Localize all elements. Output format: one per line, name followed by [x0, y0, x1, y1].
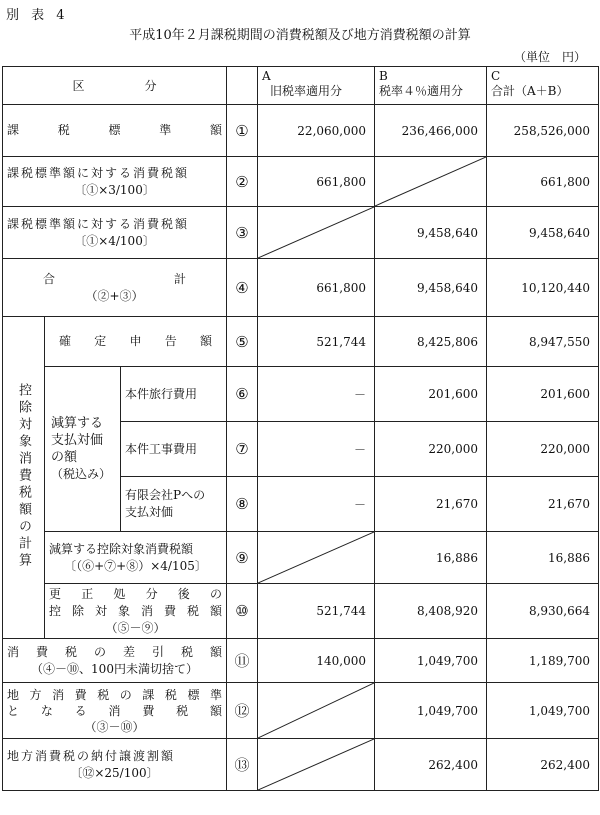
value-c: 258,526,000 [487, 105, 599, 157]
row-label: 地方消費税の課税標準 となる消費税額 （③－⑩） [3, 683, 227, 739]
value-c: 8,947,550 [487, 317, 599, 367]
value-a: 661,800 [258, 259, 375, 317]
empty-cell-slash [258, 739, 375, 791]
value-b: 220,000 [375, 422, 487, 477]
value-c: 21,670 [487, 477, 599, 532]
value-c: 201,600 [487, 367, 599, 422]
value-c: 1,049,700 [487, 683, 599, 739]
table-row [3, 532, 599, 584]
table-row [3, 367, 599, 422]
value-b: 236,466,000 [375, 105, 487, 157]
group-koujo: 控除対象消費税額の計算 [3, 317, 45, 639]
value-c: 16,886 [487, 532, 599, 584]
row-label: 課税標準額に対する消費税額 〔①×3/100〕 [3, 157, 227, 207]
row-number: ④ [227, 259, 258, 317]
empty-cell-slash [258, 683, 375, 739]
row-number: ⑦ [227, 422, 258, 477]
empty-cell-slash [375, 157, 487, 207]
value-b: 9,458,640 [375, 207, 487, 259]
value-a: － [258, 477, 375, 532]
value-b: 1,049,700 [375, 639, 487, 683]
value-a: 521,744 [258, 584, 375, 639]
row-label: 課税標準額に対する消費税額 〔①×4/100〕 [3, 207, 227, 259]
row-label: 消費税の差引税額 （④－⑩、100円未満切捨て） [3, 639, 227, 683]
table-row [3, 317, 599, 367]
col-header-b: B 税率４％適用分 [375, 67, 487, 105]
row-number: ⑩ [227, 584, 258, 639]
row-number: ⑫ [227, 683, 258, 739]
value-a: － [258, 422, 375, 477]
row-label: 確 定 申 告 額 [45, 317, 227, 367]
value-a: 661,800 [258, 157, 375, 207]
table-row [3, 259, 599, 317]
table-row [3, 683, 599, 739]
value-c: 1,189,700 [487, 639, 599, 683]
value-a: 140,000 [258, 639, 375, 683]
row-number: ⑪ [227, 639, 258, 683]
value-c: 8,930,664 [487, 584, 599, 639]
value-c: 220,000 [487, 422, 599, 477]
row-label: 課 税 標 準 額 [3, 105, 227, 157]
value-b: 21,670 [375, 477, 487, 532]
value-c: 262,400 [487, 739, 599, 791]
table-row [3, 639, 599, 683]
row-label: 合 計 （②+③） [3, 259, 227, 317]
header-row [3, 67, 599, 105]
table-row [3, 105, 599, 157]
tax-calculation-table [2, 66, 599, 791]
value-c: 661,800 [487, 157, 599, 207]
group-gensan: 減算する 支払対価 の額 （税込み） [45, 367, 121, 532]
col-header-a: A 旧税率適用分 [258, 67, 375, 105]
table-row [3, 739, 599, 791]
row-label: 更正処分後の 控除対象消費税額 （⑤－⑨） [45, 584, 227, 639]
col-header-c: C 合計（A＋B） [487, 67, 599, 105]
value-b: 9,458,640 [375, 259, 487, 317]
value-b: 201,600 [375, 367, 487, 422]
row-number: ② [227, 157, 258, 207]
row-number: ⑬ [227, 739, 258, 791]
empty-cell-slash [258, 207, 375, 259]
value-a: 22,060,000 [258, 105, 375, 157]
row-label: 減算する控除対象消費税額 〔（⑥+⑦+⑧）×4/105〕 [45, 532, 227, 584]
row-label: 有限会社Pへの 支払対価 [121, 477, 227, 532]
row-label: 本件工事費用 [121, 422, 227, 477]
empty-cell-slash [258, 532, 375, 584]
value-b: 262,400 [375, 739, 487, 791]
annex-label: 別 表 4 [6, 8, 69, 23]
row-number: ⑤ [227, 317, 258, 367]
value-b: 8,408,920 [375, 584, 487, 639]
row-number: ⑨ [227, 532, 258, 584]
col-header-kubun: 区 分 [3, 67, 227, 105]
page-title: 平成10年２月課税期間の消費税額及び地方消費税額の計算 [129, 28, 471, 43]
row-number: ① [227, 105, 258, 157]
row-number: ⑥ [227, 367, 258, 422]
value-a: 521,744 [258, 317, 375, 367]
value-c: 9,458,640 [487, 207, 599, 259]
value-c: 10,120,440 [487, 259, 599, 317]
value-b: 16,886 [375, 532, 487, 584]
value-b: 1,049,700 [375, 683, 487, 739]
row-number: ③ [227, 207, 258, 259]
table-row [3, 207, 599, 259]
row-label: 本件旅行費用 [121, 367, 227, 422]
table-row [3, 157, 599, 207]
table-row [3, 584, 599, 639]
row-number: ⑧ [227, 477, 258, 532]
unit-note: （単位 円） [513, 50, 586, 64]
value-b: 8,425,806 [375, 317, 487, 367]
col-header-num [227, 67, 258, 105]
row-label: 地方消費税の納付譲渡割額 〔⑫×25/100〕 [3, 739, 227, 791]
value-a: － [258, 367, 375, 422]
